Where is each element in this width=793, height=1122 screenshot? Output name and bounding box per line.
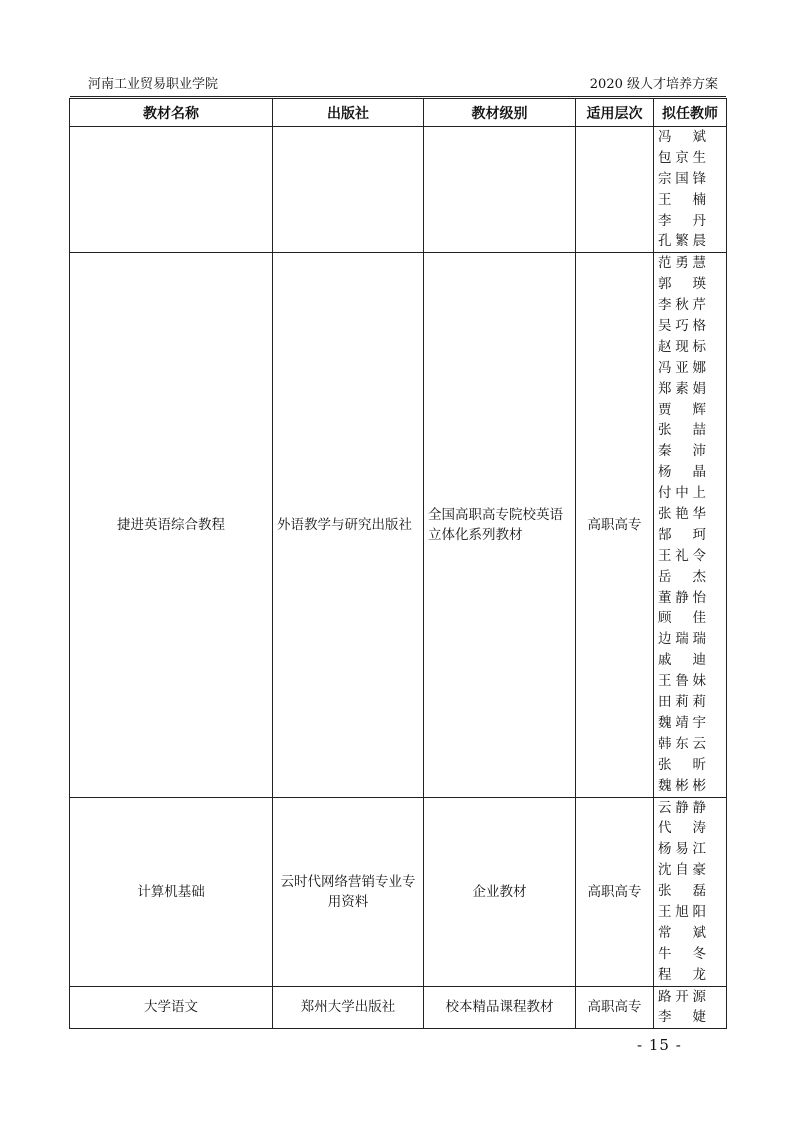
teacher-name: 宗国锋 [658, 170, 706, 187]
teacher-name: 赵现标 [658, 338, 706, 355]
col-header-textbook-level: 教材级别 [424, 99, 576, 127]
teacher-name: 沈自豪 [658, 862, 706, 879]
textbook-level-cell: 全国高职高专院校英语立体化系列教材 [424, 253, 576, 797]
teacher-name: 程 龙 [658, 966, 706, 983]
teacher-name: 路开源 [658, 988, 706, 1005]
teacher-name: 韩东云 [658, 735, 706, 752]
col-header-applicable-tier: 适用层次 [576, 99, 654, 127]
col-header-teachers: 拟任教师 [654, 99, 727, 127]
teacher-name: 包京生 [658, 149, 706, 166]
teacher-name: 牛 冬 [658, 945, 706, 962]
teacher-name: 王礼令 [658, 547, 706, 564]
textbook-name-cell: 大学语文 [70, 986, 273, 1029]
teachers-cell [654, 127, 727, 253]
teacher-name: 郑素娟 [658, 380, 706, 397]
teacher-name: 郜 珂 [658, 526, 706, 543]
header-divider [70, 96, 726, 97]
textbook-table [69, 98, 727, 1029]
teacher-name: 付中上 [658, 485, 706, 502]
table-row [70, 797, 727, 986]
teacher-name: 孔繁晨 [658, 233, 706, 250]
teacher-name: 王 楠 [658, 191, 706, 208]
applicable-tier-cell: 高职高专 [576, 986, 654, 1029]
textbook-name-cell: 捷进英语综合教程 [70, 253, 273, 797]
teacher-name: 常 斌 [658, 924, 706, 941]
teacher-name: 岳 杰 [658, 568, 706, 585]
textbook-level-cell: 企业教材 [424, 797, 576, 986]
page-header [70, 76, 726, 94]
teacher-name: 吴巧格 [658, 318, 706, 335]
teacher-name: 贾 辉 [658, 401, 706, 418]
header-document-title: 2020 级人才培养方案 [589, 77, 718, 92]
teacher-name: 顾 佳 [658, 610, 706, 627]
col-header-textbook-name: 教材名称 [70, 99, 273, 127]
teacher-name: 冯亚娜 [658, 359, 706, 376]
teacher-name: 秦 沛 [658, 443, 706, 460]
applicable-tier-cell: 高职高专 [576, 253, 654, 797]
textbook-level-cell: 校本精品课程教材 [424, 986, 576, 1029]
teacher-name: 魏彬彬 [658, 777, 706, 794]
table-header-row [70, 99, 727, 127]
teachers-cell [654, 986, 727, 1029]
teacher-name: 郭 瑛 [658, 276, 706, 293]
teacher-name: 云静静 [658, 799, 706, 816]
teacher-name: 张艳华 [658, 506, 706, 523]
teacher-name: 张 磊 [658, 883, 706, 900]
teacher-name: 王旭阳 [658, 903, 706, 920]
teacher-name: 魏靖宇 [658, 714, 706, 731]
teacher-name: 王鲁妹 [658, 673, 706, 690]
applicable-tier-cell: 高职高专 [576, 797, 654, 986]
applicable-tier-cell [576, 127, 654, 253]
table-row [70, 127, 727, 253]
teacher-name: 董静怡 [658, 589, 706, 606]
teacher-name: 李秋芹 [658, 297, 706, 314]
teachers-cell [654, 797, 727, 986]
teacher-name: 李 婕 [658, 1009, 706, 1026]
teacher-name: 杨易江 [658, 841, 706, 858]
publisher-cell: 外语教学与研究出版社 [273, 253, 424, 797]
teacher-name: 代 涛 [658, 820, 706, 837]
table-row [70, 253, 727, 797]
teacher-name: 戚 迪 [658, 652, 706, 669]
textbook-name-cell [70, 127, 273, 253]
publisher-cell: 云时代网络营销专业专用资料 [273, 797, 424, 986]
teacher-name: 杨 晶 [658, 464, 706, 481]
teacher-name: 张 喆 [658, 422, 706, 439]
teacher-name: 冯 斌 [658, 129, 706, 145]
textbook-name-cell: 计算机基础 [70, 797, 273, 986]
table-row [70, 986, 727, 1029]
teachers-cell [654, 253, 727, 797]
col-header-publisher: 出版社 [273, 99, 424, 127]
teacher-name: 范勇慧 [658, 255, 706, 272]
page-number: - 15 - [637, 1036, 682, 1054]
teacher-name: 边瑞瑞 [658, 631, 706, 648]
textbook-level-cell [424, 127, 576, 253]
teacher-name: 张 昕 [658, 756, 706, 773]
header-school-name: 河南工业贸易职业学院 [88, 77, 219, 92]
teacher-name: 田莉莉 [658, 694, 706, 711]
publisher-cell [273, 127, 424, 253]
publisher-cell: 郑州大学出版社 [273, 986, 424, 1029]
teacher-name: 李 丹 [658, 212, 706, 229]
